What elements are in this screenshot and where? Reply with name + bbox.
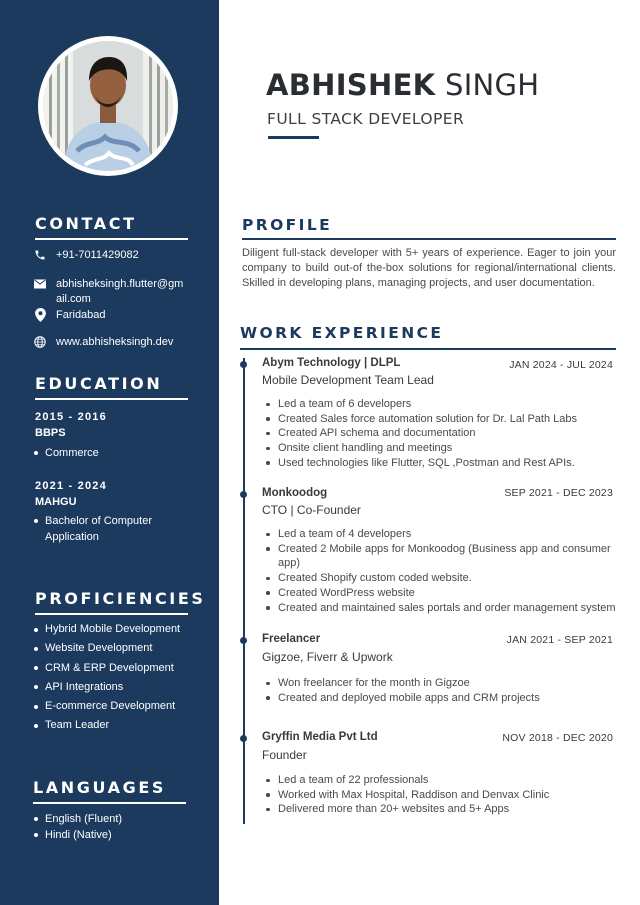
job-bullets [262,397,618,471]
list-item: Website Development [31,639,201,658]
list-item: English (Fluent) [31,811,191,827]
profile-summary: Diligent full-stack developer with 5+ years of experience. Eager to join your company to build out-of the-box solutions for regional/international clients. Skilled in developing plans, managing projects, and user documentation. [242,247,616,289]
globe-icon [33,335,47,349]
languages-list [31,811,191,843]
contact-phone [33,248,189,263]
list-item: Led a team of 22 professionals [262,773,618,788]
job-dates: SEP 2021 - DEC 2023 [504,487,613,499]
work-experience-divider [240,348,616,350]
languages-heading: LANGUAGES [33,778,166,797]
education-divider [35,398,188,400]
education-school: BBPS [35,427,66,439]
list-item: E-commerce Development [31,697,201,716]
list-item: Team Leader [31,716,201,735]
proficiencies-heading: PROFICIENCIES [35,589,206,608]
job-dates: JAN 2024 - JUL 2024 [509,359,613,371]
phone-number[interactable]: +91-7011429082 [56,249,139,261]
list-item: Delivered more than 20+ websites and 5+ Apps [262,802,618,817]
list-item: Used technologies like Flutter, SQL ,Postman and Rest APIs. [262,456,618,471]
education-school: MAHGU [35,496,77,508]
job-dates: JAN 2021 - SEP 2021 [506,634,613,646]
job-company: Monkoodog [262,487,328,499]
job-title: Gigzoe, Fiverr & Upwork [262,650,393,664]
timeline-dot [240,637,247,644]
job-role: FULL STACK DEVELOPER [267,110,465,128]
list-item: Created Sales force automation solution for Dr. Lal Path Labs [262,412,618,427]
mail-icon [33,277,47,291]
education-details [31,445,191,461]
phone-icon [33,248,47,262]
timeline-dot [240,361,247,368]
list-item: Created 2 Mobile apps for Monkoodog (Business app and consumer app) [262,542,618,571]
job-bullets [262,773,618,817]
sidebar [0,0,219,905]
contact-website [33,335,189,350]
candidate-name [266,68,539,102]
list-item: API Integrations [31,678,201,697]
education-years: 2021 - 2024 [35,480,107,492]
list-item: Created and maintained sales portals and order management system [262,601,618,616]
list-item: Hindi (Native) [31,827,191,843]
job-company: Abym Technology | DLPL [262,357,401,369]
job-title: Mobile Development Team Lead [262,373,434,387]
languages-divider [33,802,186,804]
profile-photo [43,41,173,171]
list-item: Bachelor of Computer Application [31,513,171,545]
proficiencies-divider [35,613,188,615]
list-item: Hybrid Mobile Development [31,620,201,639]
list-item: Created and deployed mobile apps and CRM projects [262,691,618,706]
list-item: Worked with Max Hospital, Raddison and Denvax Clinic [262,788,618,803]
proficiencies-list [31,620,201,736]
first-name: ABHISHEK [266,68,436,102]
contact-email [33,277,189,307]
contact-location [33,308,189,323]
education-details [31,513,171,545]
role-underline [268,136,319,139]
education-heading: EDUCATION [35,374,163,393]
job-title: Founder [262,748,307,762]
list-item: Created WordPress website [262,586,618,601]
contact-heading: CONTACT [35,214,137,233]
job-bullets [262,527,618,615]
list-item: Onsite client handling and meetings [262,441,618,456]
timeline-dot [240,735,247,742]
job-company: Freelancer [262,633,321,645]
profile-photo-illustration [43,41,173,171]
job-company: Gryffin Media Pvt Ltd [262,731,378,743]
list-item: Created Shopify custom coded website. [262,571,618,586]
contact-divider [35,238,188,240]
profile-divider [242,238,616,240]
work-experience-heading: WORK EXPERIENCE [240,324,444,342]
list-item: CRM & ERP Development [31,659,201,678]
list-item: Created API schema and documentation [262,426,618,441]
list-item: Led a team of 6 developers [262,397,618,412]
timeline-dot [240,491,247,498]
job-dates: NOV 2018 - DEC 2020 [502,732,613,744]
email-address[interactable]: abhisheksingh.flutter@gmail.com [56,278,184,305]
location-text: Faridabad [56,309,106,321]
profile-photo-frame [38,36,178,176]
timeline-line [243,358,245,824]
location-pin-icon [33,308,47,322]
job-title: CTO | Co-Founder [262,503,361,517]
profile-heading: PROFILE [242,216,333,234]
list-item: Led a team of 4 developers [262,527,618,542]
website-link[interactable]: www.abhisheksingh.dev [56,336,174,348]
education-years: 2015 - 2016 [35,411,107,423]
job-bullets [262,676,618,705]
list-item: Won freelancer for the month in Gigzoe [262,676,618,691]
list-item: Commerce [31,445,191,461]
last-name: SINGH [444,68,540,102]
